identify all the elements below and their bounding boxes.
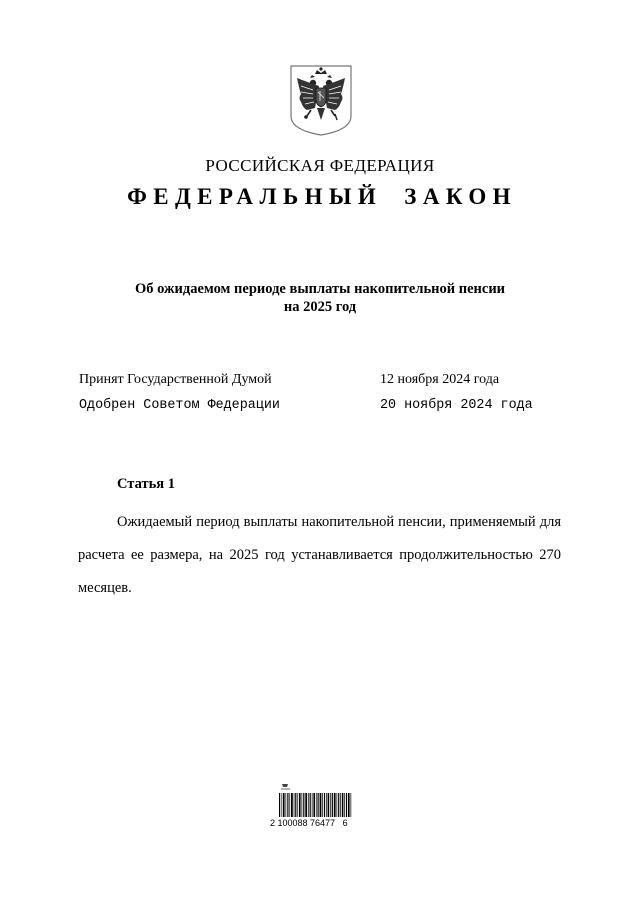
coat-of-arms-icon [289, 64, 353, 136]
document-type: ФЕДЕРАЛЬНЫЙ ЗАКОН [127, 184, 517, 209]
document-title [60, 280, 580, 316]
document-title-line-1: Об ожидаемом периоде выплаты накопительной пенсии [134, 281, 506, 297]
council-approval-date: 20 ноября 2024 года [380, 398, 533, 413]
document-title-line-2: на 2025 год [283, 299, 357, 315]
article-heading: Статья 1 [117, 476, 175, 492]
duma-adoption-label: Принят Государственной Думой [79, 372, 272, 387]
country-name: РОССИЙСКАЯ ФЕДЕРАЦИЯ [205, 156, 435, 175]
duma-adoption-date: 12 ноября 2024 года [380, 372, 500, 387]
article-body: Ожидаемый период выплаты накопительной пенсии, применяемый для расчета ее размера, на 2025 год устанавливается продолжительностью 270 месяцев. [78, 514, 561, 596]
council-approval-label: Одобрен Советом Федерации [79, 398, 280, 413]
barcode-number: 2 100088 76477 6 [270, 818, 348, 828]
